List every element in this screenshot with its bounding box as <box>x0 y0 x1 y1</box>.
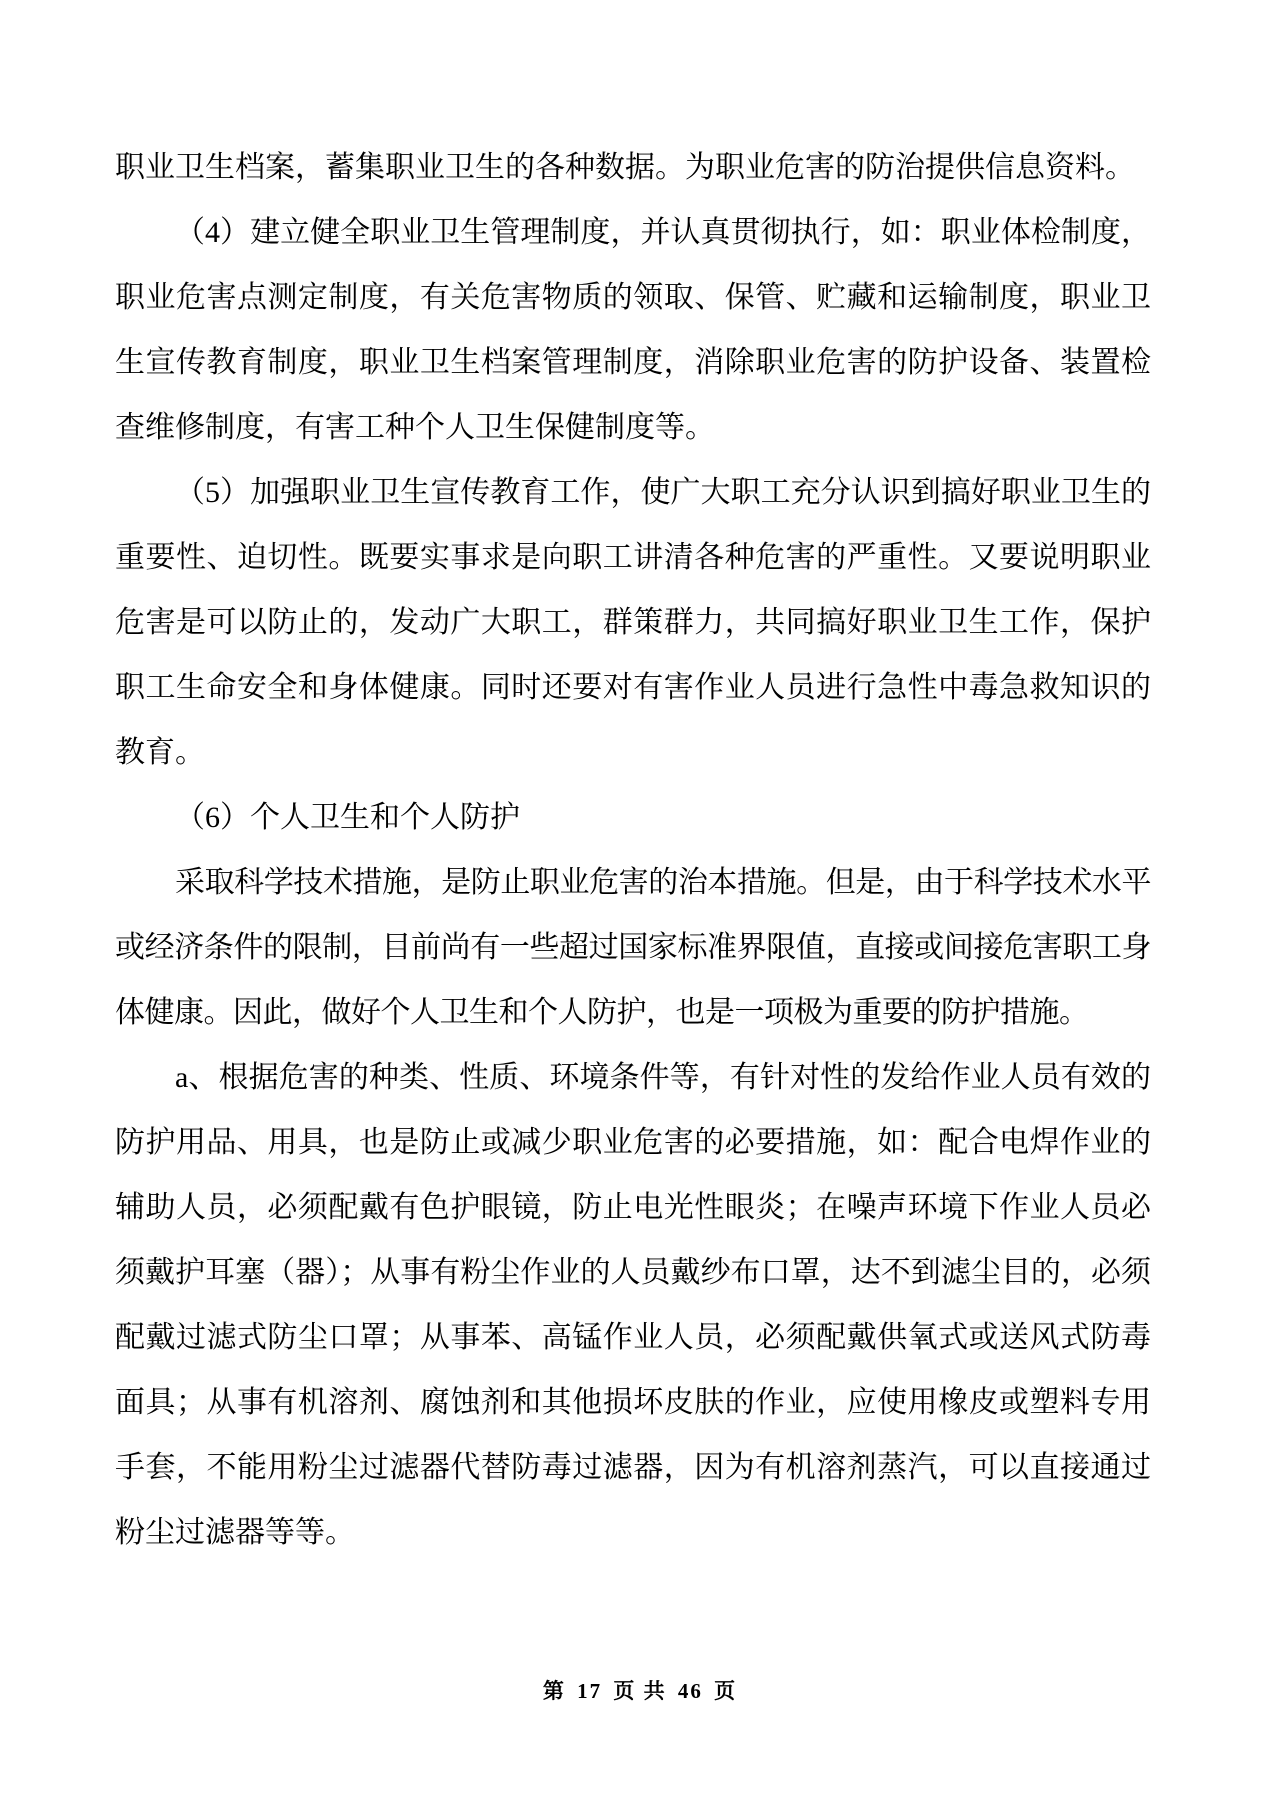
page-number-footer <box>0 1675 1280 1705</box>
paragraph-item-a: a、根据危害的种类、性质、环境条件等，有针对性的发给作业人员有效的防护用品、用具，也是防止或减少职业危害的必要措施，如：配合电焊作业的辅助人员，必须配戴有色护眼镜，防止电光性眼炎；在噪声环境下作业人员必须戴护耳塞（器）；从事有粉尘作业的人员戴纱布口罩，达不到滤尘目的，必须配戴过滤式防尘口罩；从事苯、高锰作业人员，必须配戴供氧式或送风式防毒面具；从事有机溶剂、腐蚀剂和其他损坏皮肤的作业，应使用橡皮或塑料专用手套，不能用粉尘过滤器代替防毒过滤器，因为有机溶剂蒸汽，可以直接通过粉尘过滤器等等。 <box>115 1061 1151 1549</box>
footer-total-word: 共 <box>643 1679 667 1703</box>
paragraph-continuation: 职业卫生档案，蓄集职业卫生的各种数据。为职业危害的防治提供信息资料。 <box>115 151 1135 184</box>
paragraph-item-6-heading: （6）个人卫生和个人防护 <box>175 801 520 834</box>
footer-current-page-number: 17 <box>577 1679 603 1703</box>
paragraph-personal-protection-intro: 采取科学技术措施，是防止职业危害的治本措施。但是，由于科学技术水平或经济条件的限制，目前尚有一些超过国家标准界限值，直接或间接危害职工身体健康。因此，做好个人卫生和个人防护，也是一项极为重要的防护措施。 <box>115 866 1151 1029</box>
footer-prefix: 第 <box>542 1679 566 1703</box>
footer-page-word: 页 <box>613 1679 637 1703</box>
paragraph-item-4: （4）建立健全职业卫生管理制度，并认真贯彻执行，如：职业体检制度，职业危害点测定制度，有关危害物质的领取、保管、贮藏和运输制度，职业卫生宣传教育制度，职业卫生档案管理制度，消除职业危害的防护设备、装置检查维修制度，有害工种个人卫生保健制度等。 <box>115 216 1151 444</box>
paragraph-item-5: （5）加强职业卫生宣传教育工作，使广大职工充分认识到搞好职业卫生的重要性、迫切性。既要实事求是向职工讲清各种危害的严重性。又要说明职业危害是可以防止的，发动广大职工，群策群力，共同搞好职业卫生工作，保护职工生命安全和身体健康。同时还要对有害作业人员进行急性中毒急救知识的教育。 <box>115 476 1151 769</box>
footer-total-page-number: 46 <box>677 1679 703 1703</box>
footer-suffix: 页 <box>714 1679 738 1703</box>
document-body <box>115 135 1151 1565</box>
